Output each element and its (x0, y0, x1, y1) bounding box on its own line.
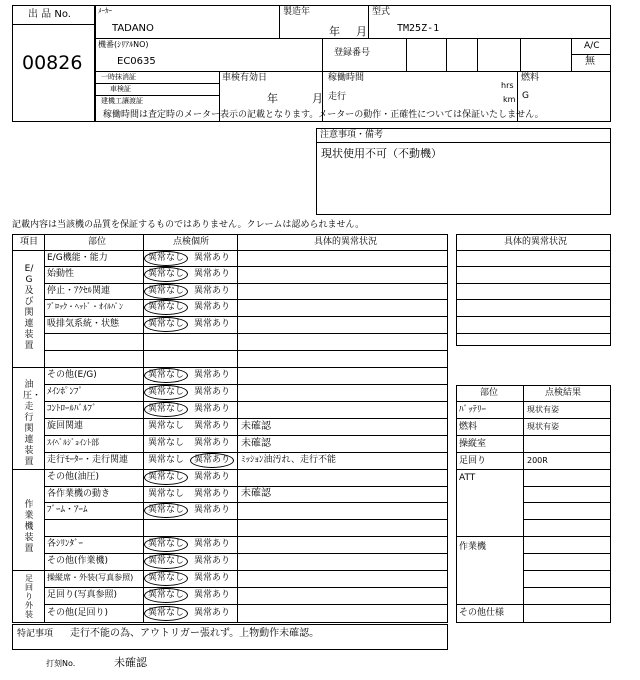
ok-option[interactable]: 異常なし (148, 302, 185, 312)
ok-option[interactable]: 異常なし (148, 319, 185, 329)
row-part-label: ﾌﾞｰﾑ・ｱｰﾑ (47, 505, 88, 515)
col-header-check: 点検個所 (173, 237, 210, 247)
row-detail: 未確認 (241, 421, 271, 432)
side-row-att: ATT (459, 473, 476, 483)
row-detail: 未確認 (241, 438, 271, 449)
quality-notice: 記載内容は当該機の品質を保証するものではありません。クレームは認められません。 (12, 220, 365, 230)
ac-value: 無 (585, 56, 595, 67)
col-header-detail: 具体的異常状況 (314, 237, 378, 247)
side-result-fuel: 現状有姿 (527, 422, 559, 431)
group-label-engine: E/G及び関連装置 (24, 264, 34, 351)
ng-option[interactable]: 異常あり (194, 489, 231, 499)
ok-option[interactable]: 異常なし (148, 489, 185, 499)
group-label-work-equipment: 作業機装置 (24, 500, 34, 554)
row-part-label: その他(油圧) (47, 472, 100, 482)
row-detail: 未確認 (241, 488, 271, 499)
selection-circle (190, 453, 234, 468)
maker-label: ﾒｰｶｰ (98, 7, 112, 15)
ok-option[interactable]: 異常なし (148, 370, 185, 380)
stamp-value: 未確認 (114, 656, 147, 669)
col-header-part: 部位 (88, 237, 107, 247)
ng-option[interactable]: 異常あり (194, 319, 231, 329)
ok-option[interactable]: 異常なし (148, 455, 185, 465)
lot-number: 00826 (22, 52, 83, 74)
model-value: TM25Z-1 (397, 23, 440, 34)
row-part-label: ｺﾝﾄﾛｰﾙﾊﾞﾙﾌﾞ (47, 404, 97, 414)
ng-option[interactable]: 異常あり (194, 556, 231, 566)
maker-value: TADANO (112, 23, 154, 34)
ng-option[interactable]: 異常あり (194, 370, 231, 380)
ok-option[interactable]: 異常なし (148, 472, 185, 482)
ok-option[interactable]: 異常なし (148, 404, 185, 414)
model-label: 型式 (372, 7, 391, 17)
selection-circle (144, 251, 188, 266)
row-part-label: ﾒｲﾝﾎﾟﾝﾌﾟ (47, 387, 84, 397)
year-label: 製造年 (283, 7, 311, 17)
remarks-value: 現状使用不可（不動機） (321, 147, 442, 160)
inspection-year-unit: 年 (267, 92, 278, 105)
ng-option[interactable]: 異常あり (194, 590, 231, 600)
row-part-label: その他(足回り) (47, 608, 109, 618)
selection-circle (144, 537, 188, 552)
remarks-title: 注意事項・備考 (320, 130, 384, 140)
side-row-battery: ﾊﾞｯﾃﾘｰ (459, 405, 487, 415)
hours-label: 稼働時間 (328, 73, 365, 83)
selection-circle (144, 503, 188, 518)
selection-circle (144, 470, 188, 485)
ng-option[interactable]: 異常あり (194, 608, 231, 618)
side-row-fuel: 燃料 (459, 422, 478, 432)
ok-option[interactable]: 異常なし (148, 539, 185, 549)
temp-plate-label: 一時抹消証 (101, 73, 136, 81)
side-result-battery: 現状有姿 (527, 405, 559, 414)
inspection-expiry-label: 車検有効日 (222, 73, 268, 83)
selection-circle (144, 571, 188, 586)
stamp-label: 打刻No. (46, 659, 76, 668)
ng-option[interactable]: 異常あり (194, 438, 231, 448)
row-detail: ﾐｯｼｮﾝ油汚れ、走行不能 (241, 455, 337, 465)
row-part-label: 操縦席・外装(写真参照) (47, 573, 134, 582)
side-row-undercarriage: 足回り (459, 456, 487, 466)
ok-option[interactable]: 異常なし (148, 573, 185, 583)
lot-label: 出 品 No. (28, 9, 71, 20)
ng-option[interactable]: 異常あり (194, 539, 231, 549)
vehicle-cert-label: 車検証 (110, 85, 131, 93)
ng-option[interactable]: 異常あり (194, 573, 231, 583)
row-part-label: 吸排気系統・状態 (47, 319, 120, 329)
side-col-part: 部位 (480, 388, 499, 398)
side-result-undercarriage: 200R (527, 456, 548, 465)
ng-option[interactable]: 異常あり (194, 286, 231, 296)
row-part-label: ｽｲﾍﾞﾙｼﾞｮｲﾝﾄ部 (47, 438, 99, 447)
side-detail-title: 具体的異常状況 (504, 237, 568, 247)
side-row-cab: 操縦室 (459, 439, 487, 449)
selection-circle (144, 402, 188, 417)
group-label-undercarriage: 足回り外装 (25, 574, 33, 619)
selection-circle (144, 554, 188, 569)
ok-option[interactable]: 異常なし (148, 505, 185, 515)
ng-option[interactable]: 異常あり (194, 421, 231, 431)
ng-option[interactable]: 異常あり (194, 404, 231, 414)
selection-circle (144, 606, 188, 621)
side-row-work-equipment: 作業機 (459, 542, 487, 552)
ok-option[interactable]: 異常なし (148, 421, 185, 431)
ng-option[interactable]: 異常あり (194, 302, 231, 312)
serial-value: EC0635 (117, 56, 156, 67)
selection-circle (144, 368, 188, 383)
row-part-label: 走行ﾓｰﾀｰ・走行関連 (47, 455, 129, 465)
ok-option[interactable]: 異常なし (148, 556, 185, 566)
fuel-label: 燃料 (521, 73, 540, 83)
side-col-result: 点検結果 (545, 388, 582, 398)
special-notes-value: 走行不能の為、アウトリガー張れず。上物動作未確認。 (70, 628, 320, 639)
row-part-label: 各ｼﾘﾝﾀﾞｰ (47, 539, 84, 549)
vehicle-info-box (95, 5, 611, 122)
selection-circle (144, 300, 188, 315)
serial-label: 機番(ｼﾘｱﾙNO) (98, 40, 149, 49)
inspection-month-unit: 月 (312, 92, 323, 105)
ng-option[interactable]: 異常あり (194, 472, 231, 482)
special-notes-label: 特記事項 (17, 629, 54, 639)
ng-option[interactable]: 異常あり (194, 505, 231, 515)
ok-option[interactable]: 異常なし (148, 438, 185, 448)
row-part-label: 旋回関連 (47, 421, 84, 431)
row-part-label: その他(作業機) (47, 556, 109, 566)
selection-circle (144, 317, 188, 332)
month-unit: 月 (356, 25, 367, 38)
ng-option[interactable]: 異常あり (194, 455, 231, 465)
col-header-item: 項目 (20, 237, 39, 247)
registration-label: 登録番号 (334, 48, 371, 58)
ng-option[interactable]: 異常あり (194, 253, 231, 263)
row-part-label: 始動性 (47, 269, 75, 279)
meter-notice: 稼働時間は査定時のメーター表示の記載となります。メーターの動作・正確性については保証いたしません。 (103, 110, 544, 120)
selection-circle (144, 284, 188, 299)
row-part-label: E/G機能・能力 (47, 253, 108, 263)
group-label-hydraulic: 油圧・走行関連装置 (23, 380, 42, 467)
side-row-other-spec: その他仕様 (459, 608, 505, 618)
fuel-value: G (522, 91, 529, 101)
row-part-label: その他(E/G) (47, 370, 97, 380)
ng-option[interactable]: 異常あり (194, 387, 231, 397)
selection-circle (144, 385, 188, 400)
mileage-label: 走行 (328, 92, 347, 102)
mileage-unit: km (503, 95, 516, 104)
row-part-label: 停止・ｱｸｾﾙ関連 (47, 286, 111, 296)
ok-option[interactable]: 異常なし (148, 387, 185, 397)
ok-option[interactable]: 異常なし (148, 286, 185, 296)
ac-label: A/C (584, 41, 600, 51)
ok-option[interactable]: 異常なし (148, 608, 185, 618)
year-unit: 年 (329, 25, 340, 38)
construction-cert-label: 建機工讓渡証 (101, 97, 143, 105)
row-part-label: 足回り(写真参照) (47, 590, 118, 600)
hours-unit: hrs (501, 81, 514, 90)
row-part-label: 各作業機の動き (47, 489, 111, 499)
ok-option[interactable]: 異常なし (148, 590, 185, 600)
ng-option[interactable]: 異常あり (194, 269, 231, 279)
row-part-label: ﾌﾞﾛｯｸ・ﾍｯﾄﾞ・ｵｲﾙﾊﾟﾝ (47, 302, 123, 311)
ok-option[interactable]: 異常なし (148, 253, 185, 263)
ok-option[interactable]: 異常なし (148, 269, 185, 279)
selection-circle (144, 588, 188, 603)
selection-circle (144, 267, 188, 282)
